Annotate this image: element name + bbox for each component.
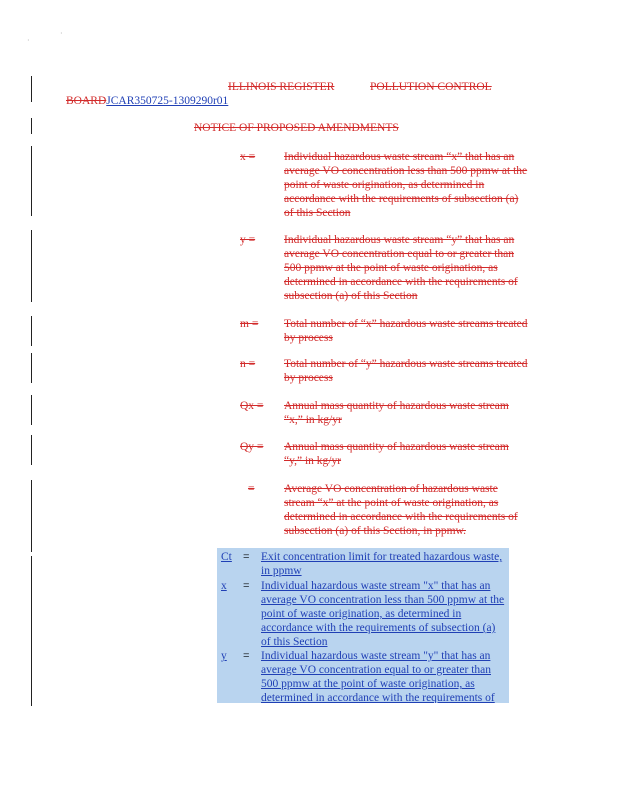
- change-bar: [31, 395, 32, 425]
- definition-symbol: =: [248, 483, 255, 495]
- agency-doc-line: BOARDJCAR350725-1309290r01: [66, 95, 229, 107]
- equals-sign: =: [243, 580, 250, 592]
- definition-text: Total number of “x” hazardous waste streams treated by process: [284, 318, 528, 344]
- definition-text: Individual hazardous waste stream "x" that has an average VO concentration less than 500 ppmw at the point of waste origination, as determined in accordance with the requirements of subsection (a) of this Section: [261, 580, 505, 648]
- definition-text: Total number of “y” hazardous waste streams treated by process: [284, 358, 528, 384]
- definition-symbol: m =: [240, 318, 259, 330]
- definition-text: Individual hazardous waste stream “x” that has an average VO concentration less than 500 ppmw at the point of waste origination, as determined in accordance with the requirements of subsection (a) of this Section: [284, 151, 528, 219]
- definition-symbol: y: [221, 650, 227, 662]
- definition-text: Average VO concentration of hazardous waste stream “x” at the point of waste origination, as determined in accordance with the requirements of subsection (a) of this Section, in ppmw.: [284, 483, 518, 537]
- change-bar: [31, 435, 32, 465]
- change-bar: [31, 146, 32, 216]
- register-title: ILLINOIS REGISTER: [228, 81, 335, 93]
- definition-symbol: x: [221, 580, 227, 592]
- scan-speck: ·: [27, 36, 30, 45]
- scan-speck: ·: [60, 29, 63, 38]
- definition-symbol: Qy =: [240, 441, 264, 453]
- equals-sign: =: [243, 551, 250, 563]
- definition-text: Individual hazardous waste stream “y” that has an average VO concentration equal to or greater than 500 ppmw at the point of waste origination, as determined in accordance with the requirements of subsection (a) of this Section: [284, 234, 518, 302]
- definition-symbol: n =: [240, 358, 256, 370]
- change-bar: [31, 316, 32, 346]
- definition-symbol: y =: [240, 234, 256, 246]
- agency-name: POLLUTION CONTROL: [370, 81, 492, 93]
- definition-text: Individual hazardous waste stream "y" that has an average VO concentration equal to or greater than 500 ppmw at the point of waste origination, as determined in accordance with the requirements of: [261, 650, 495, 703]
- change-bar: [31, 230, 32, 302]
- definition-symbol: Ct: [221, 551, 232, 563]
- change-bar: [31, 76, 32, 102]
- equals-sign: =: [243, 650, 250, 662]
- change-bar: [31, 480, 32, 552]
- definition-text: Annual mass quantity of hazardous waste stream “y,” in kg/yr: [284, 441, 509, 467]
- change-bar: [31, 353, 32, 383]
- change-bar: [31, 118, 32, 134]
- inserted-definitions-box: [217, 548, 509, 703]
- doc-id: JCAR350725-1309290r01: [106, 95, 229, 107]
- definition-text: Annual mass quantity of hazardous waste stream “x,” in kg/yr: [284, 400, 509, 426]
- definition-symbol: Qx =: [240, 400, 264, 412]
- change-bar: [31, 556, 32, 706]
- definition-symbol: x =: [240, 151, 256, 163]
- notice-heading: NOTICE OF PROPOSED AMENDMENTS: [194, 122, 399, 134]
- definition-text: Exit concentration limit for treated hazardous waste, in ppmw: [261, 551, 503, 577]
